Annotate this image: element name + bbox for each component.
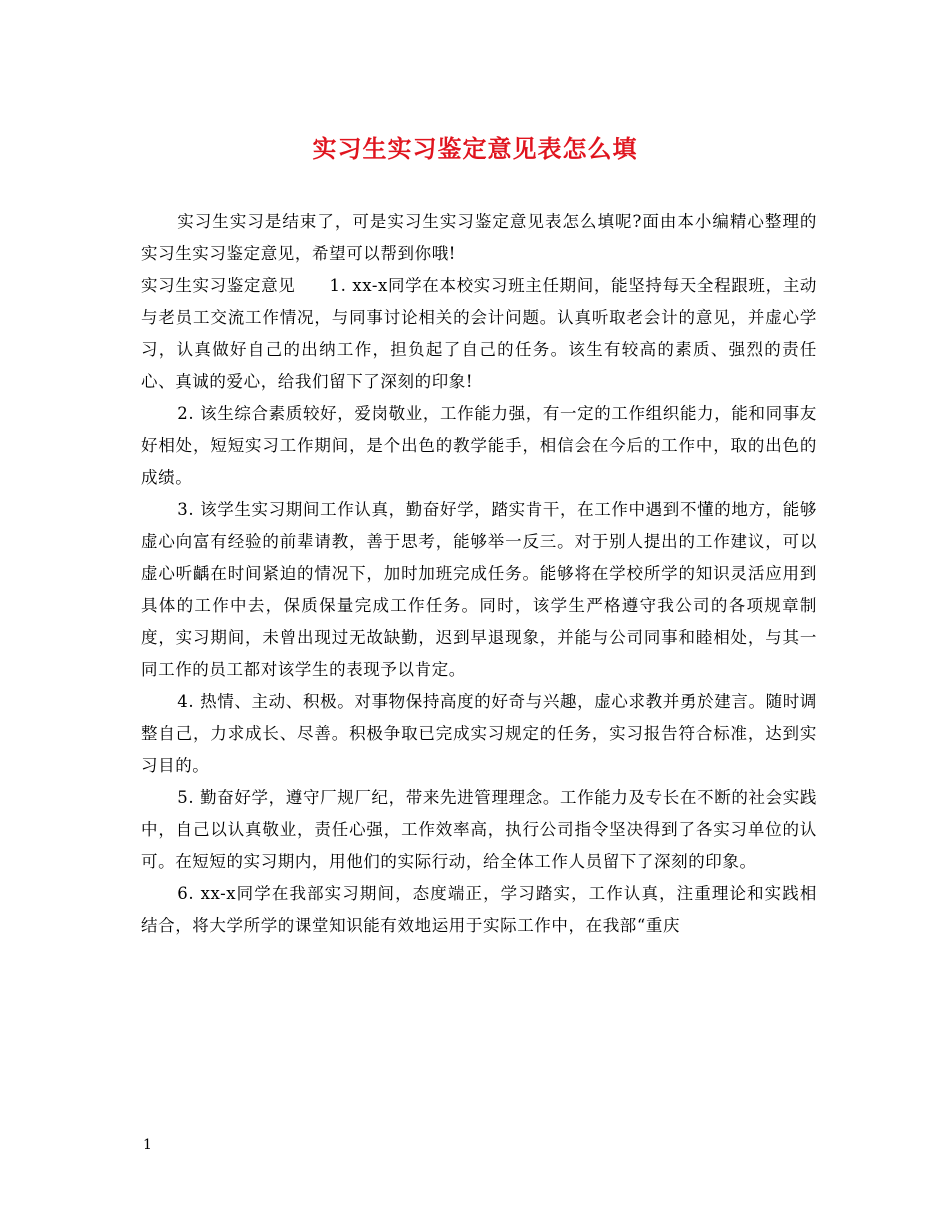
page-number: 1 bbox=[143, 1137, 152, 1153]
item-2-paragraph: 2. 该生综合素质较好，爱岗敬业，工作能力强，有一定的工作组织能力，能和同事友好相处，短短实习工作期间，是个出色的教学能手，相信会在今后的工作中，取的出色的成绩。 bbox=[141, 404, 817, 487]
document-body bbox=[141, 206, 817, 942]
first-item-paragraph bbox=[141, 270, 817, 398]
item-6-paragraph: 6. xx-x同学在我部实习期间，态度端正，学习踏实，工作认真，注重理论和实践相结合，将大学所学的课堂知识能有效地运用于实际工作中，在我部“重庆 bbox=[141, 884, 817, 935]
section-label: 实习生实习鉴定意见 bbox=[141, 276, 296, 295]
item-4-paragraph: 4. 热情、主动、积极。对事物保持高度的好奇与兴趣，虚心求教并勇於建言。随时调整自己，力求成长、尽善。积极争取已完成实习规定的任务，实习报告符合标准，达到实习目的。 bbox=[141, 692, 817, 775]
item-5-paragraph: 5. 勤奋好学，遵守厂规厂纪，带来先进管理理念。工作能力及专长在不断的社会实践中，自己以认真敬业，责任心强，工作效率高，执行公司指令坚决得到了各实习单位的认可。在短短的实习期内，用他们的实际行动，给全体工作人员留下了深刻的印象。 bbox=[141, 788, 817, 871]
item-1-text: 1. xx-x同学在本校实习班主任期间，能坚持每天全程跟班，主动与老员工交流工作情况，与同事讨论相关的会计问题。认真听取老会计的意见，并虚心学习，认真做好自己的出纳工作，担负起了自己的任务。该生有较高的素质、强烈的责任心、真诚的爱心，给我们留下了深刻的印象! bbox=[141, 276, 817, 391]
intro-paragraph: 实习生实习是结束了，可是实习生实习鉴定意见表怎么填呢?面由本小编精心整理的实习生实习鉴定意见，希望可以帮到你哦! bbox=[141, 212, 817, 263]
document-title: 实习生实习鉴定意见表怎么填 bbox=[312, 134, 638, 163]
item-3-paragraph: 3. 该学生实习期间工作认真，勤奋好学，踏实肯干，在工作中遇到不懂的地方，能够虚心向富有经验的前辈请教，善于思考，能够举一反三。对于别人提出的工作建议，可以虚心听齲在时间紧迫的情况下，加时加班完成任务。能够将在学校所学的知识灵活应用到具体的工作中去，保质保量完成工作任务。同时，该学生严格遵守我公司的各项规章制度，实习期间，未曾出现过无故缺勤，迟到早退现象，并能与公司同事和睦相处，与其一同工作的员工都对该学生的表现予以肯定。 bbox=[141, 500, 817, 679]
